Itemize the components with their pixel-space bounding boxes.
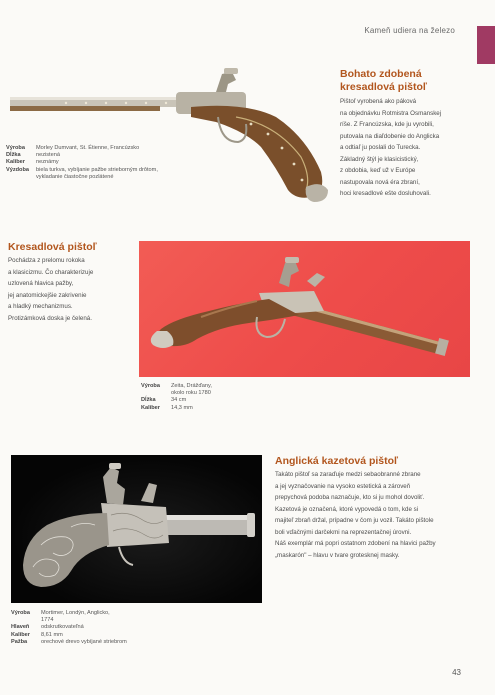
text-line: Základný štýl je klasicistický, <box>340 155 419 163</box>
pistol-photo-red-background <box>139 241 470 377</box>
text-line: jej anatomickejšie zakrivenie <box>8 291 87 299</box>
spec-value: okolo roku 1780 <box>171 390 211 397</box>
spec-label: Výroba <box>141 383 160 389</box>
heading-line: Bohato zdobená <box>340 68 422 80</box>
spec-label: Výroba <box>11 610 30 616</box>
spec-value: neznámy <box>36 159 59 166</box>
text-line: Pochádza z prelomu rokoka <box>8 257 85 264</box>
spec-value: odskrutkovateľná <box>41 624 84 631</box>
text-line: Náš exemplár má popri ostatnom zdobení na hlavici pažby <box>275 540 436 547</box>
spec-row <box>11 624 127 631</box>
spec-row <box>141 383 212 390</box>
spec-label: Výroba <box>6 145 25 151</box>
chapter-thumb-tab <box>477 26 495 64</box>
spec-row <box>6 167 158 174</box>
text-line: Pištoľ vyrobená ako páková <box>340 98 417 105</box>
text-line: uzlovená hlavica pažby, <box>8 280 74 287</box>
spec-value: 1774 <box>41 617 54 624</box>
spec-label: Hlaveň <box>11 624 30 631</box>
text-line: nastupovala nová éra zbraní, <box>340 178 420 186</box>
spec-row <box>11 639 127 646</box>
spec-row <box>11 632 127 639</box>
spec-label: Kaliber <box>6 159 25 166</box>
text-line: ríše. Z Francúzska, kde ju vyrobili, <box>340 121 434 128</box>
page-number: 43 <box>452 668 461 677</box>
body-text <box>340 96 470 200</box>
spec-row <box>141 405 212 412</box>
article-flintlock-pistol <box>8 241 133 324</box>
spec-value: Zeita, Drážďany, <box>171 383 212 389</box>
text-line: a jej vyznačovanie na vysoko estetická a zároveň <box>275 482 411 490</box>
text-line: boli vďačnými darčekmi na reprezentačnej úrovni. <box>275 528 412 536</box>
spec-row <box>141 397 212 404</box>
spec-row <box>11 610 127 617</box>
text-line: Protizámková doska je čelená. <box>8 314 92 322</box>
spec-label: Dĺžka <box>141 397 156 404</box>
running-header: Kameň udierа na železo <box>364 26 455 35</box>
spec-value: vykladanie čiastočne pozlátené <box>36 173 114 180</box>
spec-list-flintlock-pistol <box>141 383 212 412</box>
text-line: hoci kresadlové ešte dosluhovali. <box>340 190 431 197</box>
spec-label <box>11 617 41 624</box>
article-ornate-pistol <box>340 68 470 200</box>
spec-value: 8,61 mm <box>41 631 63 638</box>
spec-list-ornate-pistol <box>6 145 158 181</box>
spec-label: Pažba <box>11 638 28 645</box>
spec-label <box>6 174 36 181</box>
spec-value: 14,3 mm <box>171 404 193 411</box>
spec-label: Kaliber <box>11 631 30 638</box>
text-line: Kazetová je označená, ktoré vypovedá o tom, kde si <box>275 505 419 513</box>
text-line: na objednávku Rotmistra Osmanskej <box>340 109 442 117</box>
heading-box-lock-pistol: Anglická kazetová pištoľ <box>275 455 399 467</box>
body-text <box>275 469 480 561</box>
spec-row <box>6 145 158 152</box>
text-line: a odtiaľ ju poslali do Turecka. <box>340 144 421 151</box>
spec-row <box>11 617 127 624</box>
heading-flintlock-pistol: Kresadlová pištoľ <box>8 241 97 253</box>
spec-label: Výzdoba <box>6 166 30 173</box>
spec-value: nezistená <box>36 152 60 159</box>
text-line: a klasicizmu. Čo charakterizuje <box>8 268 94 276</box>
text-line: putovala na diaľdobenie do Anglicka <box>340 132 440 140</box>
text-line: majiteľ zbraň držal, prípadne v čom ju vozil. Takáto pištole <box>275 517 434 524</box>
spec-value: orechové drevo vybíjané striebrom <box>41 638 127 645</box>
spec-value: biela turkva, vybíjanie pažbe strieborným drôtom, <box>36 166 158 173</box>
spec-value: Morley Dumvant, St. Étienne, Francúzsko <box>36 145 140 151</box>
text-line: a hladký mechanizmus. <box>8 303 73 310</box>
body-text <box>8 255 133 324</box>
spec-row <box>6 159 158 166</box>
pistol-photo-ornate <box>6 62 336 207</box>
spec-row <box>6 152 158 159</box>
spec-label: Kaliber <box>141 404 160 411</box>
text-line: „maskarón" – hlavu v tvare grotesknej masky. <box>275 551 400 559</box>
heading-ornate-pistol <box>340 68 470 94</box>
article-box-lock-pistol <box>275 455 480 561</box>
heading-line: kresadlová pištoľ <box>340 81 427 93</box>
pistol-photo-black-background <box>11 455 262 603</box>
spec-value: Mortimer, Londýn, Anglicko, <box>41 610 110 616</box>
text-line: prepychová podoba naznačuje, kto si ju mohol dovoliť. <box>275 494 425 501</box>
spec-label: Dĺžka <box>6 152 21 159</box>
text-line: z obdobia, keď už v Európe <box>340 167 416 174</box>
text-line: Takáto pištoľ sa zaraďuje medzi sebaobranné zbrane <box>275 471 421 478</box>
spec-list-box-lock-pistol <box>11 610 127 646</box>
spec-value: 34 cm <box>171 397 187 404</box>
spec-row <box>6 174 158 181</box>
